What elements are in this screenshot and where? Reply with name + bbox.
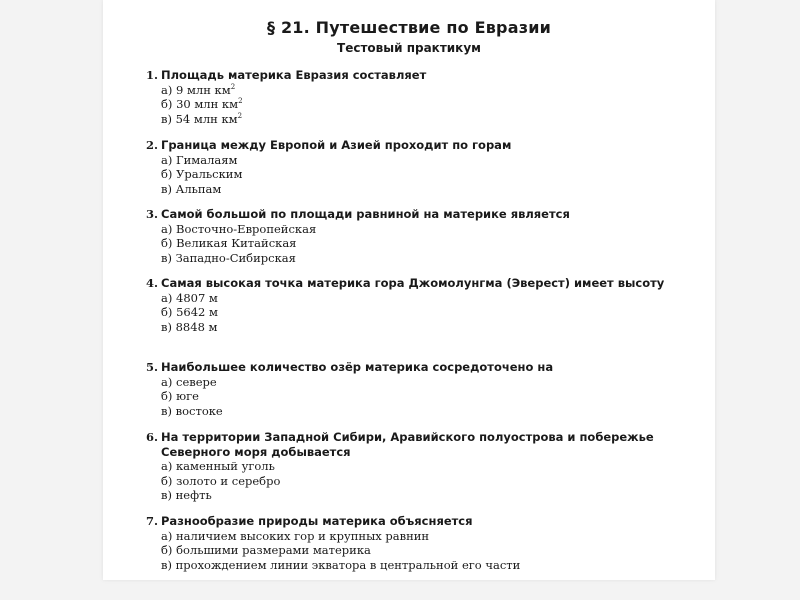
- question-number: 2.: [145, 138, 158, 152]
- question-2: [145, 138, 701, 196]
- superscript: 2: [237, 111, 243, 120]
- question-number: 7.: [145, 514, 158, 528]
- question-text: Граница между Европой и Азией проходит по горам: [161, 138, 512, 152]
- answer-option: в) 8848 м: [161, 319, 218, 334]
- answer-option: а) Гималаям: [161, 152, 238, 167]
- answer-option: а) наличием высоких гор и крупных равнин: [161, 528, 430, 543]
- answer-option: а) 4807 м: [161, 290, 218, 305]
- answer-option: а) каменный уголь: [161, 459, 275, 473]
- answer-option: в) прохождением линии экватора в центральной его части: [161, 557, 521, 572]
- question-7: [145, 514, 701, 572]
- answer-option: б) золото и серебро: [161, 473, 281, 488]
- question-number: 5.: [145, 360, 158, 374]
- question-number: 3.: [145, 207, 158, 221]
- page-subtitle: Тестовый практикум: [337, 41, 481, 55]
- answer-option: б) юге: [161, 389, 199, 403]
- answer-option: б) Уральским: [161, 167, 243, 181]
- question-4: [145, 276, 701, 334]
- question-number: 4.: [145, 276, 158, 290]
- answer-option: а) 9 млн $км^2$: [161, 82, 236, 97]
- answer-option: в) Западно-Сибирская: [161, 250, 296, 265]
- question-text: Самой большой по площади равниной на материке является: [161, 207, 570, 221]
- answer-option: в) нефть: [161, 488, 212, 502]
- superscript: 2: [238, 97, 243, 105]
- question-text: Разнообразие природы материка объясняется: [161, 514, 473, 528]
- answer-option: б) 5642 м: [161, 305, 218, 319]
- question-3: [145, 207, 701, 265]
- question-number: 6.: [145, 430, 158, 444]
- question-6: [145, 430, 701, 503]
- page-title: § 21. Путешествие по Евразии: [266, 18, 552, 37]
- answer-option: б) большими размерами материка: [161, 543, 371, 557]
- superscript: 2: [230, 82, 236, 91]
- answer-option: в) Альпам: [161, 181, 222, 196]
- question-1: [145, 68, 701, 126]
- question-text: Самая высокая точка материка гора Джомолунгма (Эверест) имеет высоту: [161, 276, 665, 290]
- answer-option: а) Восточно-Европейская: [161, 221, 317, 236]
- question-5: [145, 360, 701, 418]
- answer-option: в) 54 млн $км^2$: [161, 111, 243, 126]
- question-text: Площадь материка Евразия составляет: [161, 68, 427, 82]
- worksheet-page: [103, 0, 715, 580]
- question-text: На территории Западной Сибири, Аравийского полуострова и побережье Северного моря добывается: [161, 430, 654, 459]
- answer-option: б) Великая Китайская: [161, 236, 297, 250]
- question-text: Наибольшее количество озёр материка сосредоточено на: [161, 360, 554, 374]
- answer-option: а) севере: [161, 374, 217, 389]
- answer-option: в) востоке: [161, 403, 223, 418]
- question-number: 1.: [145, 68, 158, 82]
- answer-option: б) 30 млн $км^2$: [161, 97, 243, 111]
